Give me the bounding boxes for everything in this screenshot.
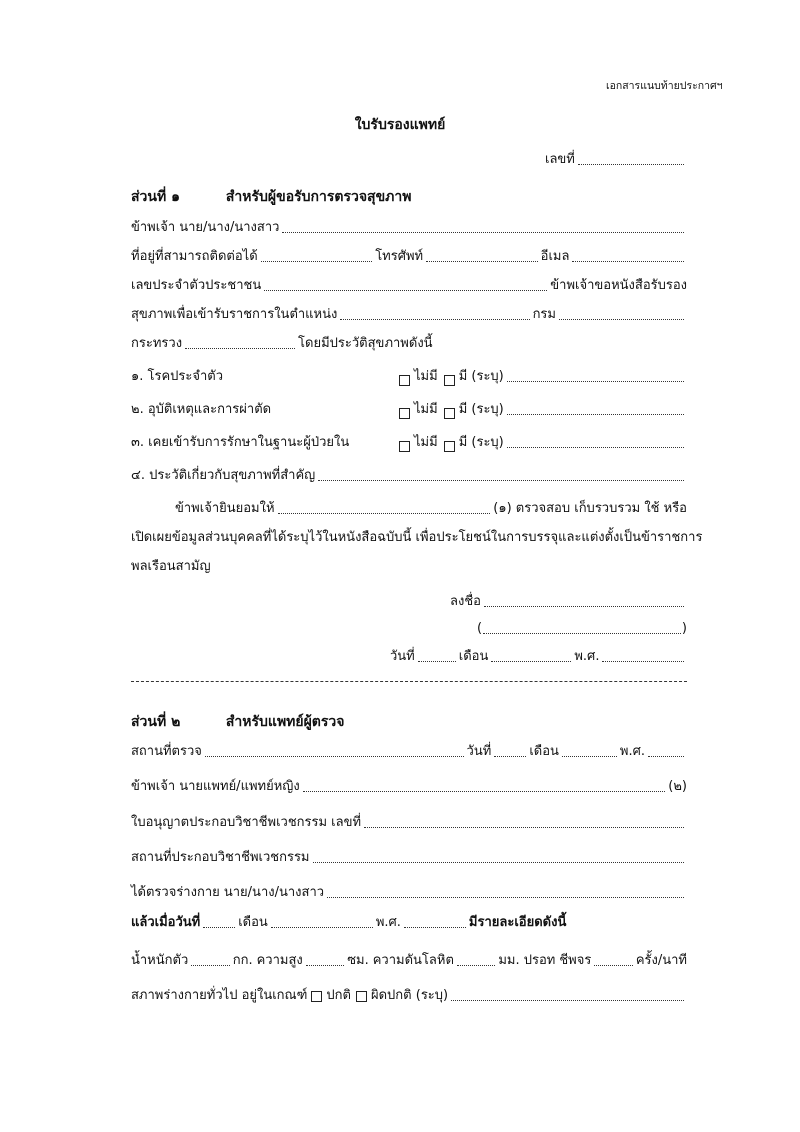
yes-checkbox[interactable] (444, 441, 455, 452)
address-label: ที่อยู่ที่สามารถติดต่อได้ (131, 249, 258, 264)
certificate-number-field[interactable] (578, 164, 684, 165)
doctor-name-field[interactable] (303, 791, 666, 792)
license-number-field[interactable] (364, 827, 684, 828)
applicant-date-row (390, 648, 687, 666)
year-label: พ.ศ. (574, 649, 600, 664)
weight-label: น้ำหนักตัว (131, 953, 189, 968)
license-label: ใบอนุญาตประกอบวิชาชีพเวชกรรม เลขที่ (131, 815, 362, 830)
exam-date-row (131, 914, 566, 932)
exam-year-field[interactable] (648, 756, 684, 757)
examined-person-row (131, 884, 687, 902)
history-item-choices (399, 401, 687, 419)
consent-line-1 (175, 500, 687, 518)
printed-name-row (477, 620, 687, 638)
exam-date-month-label: เดือน (238, 915, 268, 930)
certificate-number-label: เลขที่ (545, 152, 575, 167)
normal-label: ปกติ (326, 988, 351, 1003)
history-item-label: ๓. เคยเข้ารับการรักษาในฐานะผู้ป่วยใน (131, 435, 350, 450)
practice-place-label: สถานที่ประกอบวิชาชีพเวชกรรม (131, 850, 310, 865)
year-field[interactable] (602, 661, 684, 662)
applicant-name-label: ข้าพเจ้า นาย/นาง/นางสาว (131, 220, 280, 235)
details-label: มีรายละเอียดดังนี้ (468, 915, 567, 930)
practice-place-field[interactable] (313, 862, 685, 863)
exam-date-year-field[interactable] (404, 927, 466, 928)
ministry-row (131, 335, 433, 353)
doctor-name-label: ข้าพเจ้า นายแพทย์/แพทย์หญิง (131, 779, 300, 794)
position-field[interactable] (340, 319, 529, 320)
exam-date-year-label: พ.ศ. (375, 915, 401, 930)
document-title: ใบรับรองแพทย์ (354, 117, 446, 133)
normal-checkbox[interactable] (311, 991, 322, 1002)
examined-person-label: ได้ตรวจร่างกาย นาย/นาง/นางสาว (131, 885, 325, 900)
bp-unit: มม. ปรอท (498, 953, 556, 968)
department-label: กรม (532, 307, 556, 322)
yes-checkbox[interactable] (444, 408, 455, 419)
license-row (131, 814, 687, 832)
abnormal-checkbox[interactable] (356, 991, 367, 1002)
email-field[interactable] (572, 261, 684, 262)
no-label: ไม่มี (414, 435, 438, 450)
history-item-label: ๔. ประวัติเกี่ยวกับสุขภาพที่สำคัญ (131, 468, 316, 483)
exam-day-field[interactable] (494, 756, 526, 757)
position-label: สุขภาพเพื่อเข้ารับราชการในตำแหน่ง (131, 307, 338, 322)
part1-number: ส่วนที่ ๑ (131, 189, 180, 205)
phone-label: โทรศัพท์ (375, 249, 424, 264)
weight-unit: กก. (232, 953, 253, 968)
pulse-label: ชีพจร (559, 953, 592, 968)
height-field[interactable] (306, 965, 344, 966)
consent-line-2: เปิดเผยข้อมูลส่วนบุคคลที่ได้ระบุไว้ในหนังสือฉบับนี้ เพื่อประโยชน์ในการบรรจุและแต่งตั้งเป็นข้าราชการ (131, 530, 703, 545)
height-label: ความสูง (256, 953, 303, 968)
month-label: เดือน (458, 649, 489, 664)
part1-heading (131, 186, 411, 208)
applicant-name-row (131, 219, 687, 237)
email-label: อีเมล (540, 249, 570, 264)
consent-line-3: พลเรือนสามัญ (131, 559, 211, 574)
examined-person-field[interactable] (327, 897, 684, 898)
department-field[interactable] (559, 319, 684, 320)
no-checkbox[interactable] (399, 375, 410, 386)
paren-close: ) (681, 621, 687, 636)
address-field[interactable] (261, 261, 373, 262)
pulse-field[interactable] (594, 965, 632, 966)
position-row (131, 306, 687, 324)
weight-field[interactable] (191, 965, 229, 966)
day-label: วันที่ (390, 649, 415, 664)
history-intro: โดยมีประวัติสุขภาพดังนี้ (298, 336, 433, 351)
important-history-field[interactable] (318, 480, 684, 481)
exam-place-label: สถานที่ตรวจ (131, 744, 202, 759)
citizen-id-label: เลขประจำตัวประชาชน (131, 278, 262, 293)
phone-field[interactable] (426, 261, 538, 262)
yes-label: มี (ระบุ) (458, 402, 504, 417)
doctor-name-row (131, 778, 687, 796)
abnormal-specify-field[interactable] (451, 1000, 684, 1001)
doctor-note: (๒) (668, 779, 687, 794)
ministry-field[interactable] (185, 348, 295, 349)
month-field[interactable] (491, 661, 571, 662)
no-checkbox[interactable] (399, 441, 410, 452)
citizen-id-row (131, 277, 687, 295)
history-item-choices (399, 368, 687, 386)
exam-place-row (131, 743, 687, 761)
specify-field[interactable] (507, 447, 684, 448)
history-item-choices (399, 434, 687, 452)
exam-date-month-field[interactable] (271, 927, 373, 928)
history-item-inpatient (131, 434, 687, 452)
specify-field[interactable] (507, 414, 684, 415)
history-item-label: ๑. โรคประจำตัว (131, 369, 224, 384)
signature-field[interactable] (484, 606, 684, 607)
practice-place-row (131, 849, 687, 867)
height-unit: ซม. (347, 953, 369, 968)
exam-day-label: วันที่ (466, 744, 492, 759)
history-item-label: ๒. อุบัติเหตุและการผ่าตัด (131, 402, 272, 417)
exam-date-day-field[interactable] (203, 927, 235, 928)
history-item-chronic-disease (131, 368, 687, 386)
ministry-label: กระทรวง (131, 336, 183, 351)
certificate-number-row (545, 151, 687, 169)
consent-start: ข้าพเจ้ายินยอมให้ (175, 501, 275, 516)
vitals-row (131, 952, 687, 970)
consent-rest: (๑) ตรวจสอบ เก็บรวบรวม ใช้ หรือ (493, 501, 687, 516)
request-text: ข้าพเจ้าขอหนังสือรับรอง (550, 278, 687, 293)
abnormal-label: ผิดปกติ (ระบุ) (371, 988, 449, 1003)
day-field[interactable] (418, 661, 456, 662)
yes-label: มี (ระบุ) (458, 369, 504, 384)
part1-title: สำหรับผู้ขอรับการตรวจสุขภาพ (225, 189, 412, 205)
section-separator (131, 681, 687, 682)
exam-date-label: แล้วเมื่อวันที่ (131, 915, 201, 930)
general-condition-row (131, 987, 687, 1005)
signature-label: ลงชื่อ (450, 594, 481, 609)
applicant-name-field[interactable] (282, 232, 684, 233)
no-checkbox[interactable] (399, 408, 410, 419)
history-item-important (131, 467, 687, 485)
consent-agency-field[interactable] (278, 513, 491, 514)
no-label: ไม่มี (414, 369, 438, 384)
pulse-unit: ครั้ง/นาที (635, 953, 687, 968)
specify-field[interactable] (507, 381, 684, 382)
annex-note: เอกสารแนบท้ายประกาศฯ (606, 80, 723, 92)
citizen-id-field[interactable] (264, 290, 547, 291)
paren-open: ( (477, 621, 483, 636)
part2-heading (131, 711, 344, 733)
yes-label: มี (ระบุ) (458, 435, 504, 450)
no-label: ไม่มี (414, 402, 438, 417)
exam-year-label: พ.ศ. (619, 744, 645, 759)
exam-month-field[interactable] (562, 756, 617, 757)
history-item-accident-surgery (131, 401, 687, 419)
printed-name-field[interactable] (483, 633, 681, 634)
exam-place-field[interactable] (205, 756, 464, 757)
signature-row (450, 593, 687, 611)
part2-number: ส่วนที่ ๒ (131, 714, 181, 730)
address-row (131, 248, 687, 266)
bp-field[interactable] (457, 965, 495, 966)
bp-label: ความดันโลหิต (372, 953, 454, 968)
exam-month-label: เดือน (529, 744, 559, 759)
general-condition-label: สภาพร่างกายทั่วไป อยู่ในเกณฑ์ (131, 988, 308, 1003)
part2-title: สำหรับแพทย์ผู้ตรวจ (225, 714, 345, 730)
yes-checkbox[interactable] (444, 375, 455, 386)
